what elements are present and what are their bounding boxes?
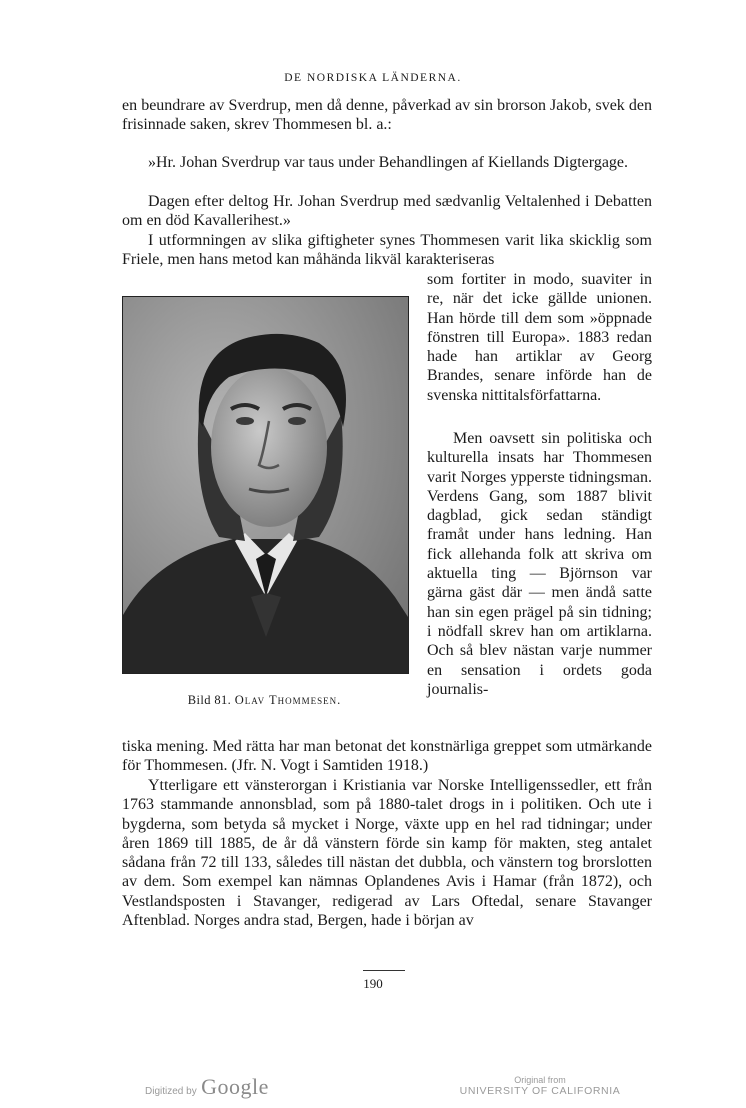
paragraph-4: I utformningen av slika giftigheter synes Thommesen varit lika skicklig som Friele, men hans metod kan måhända likväl karakteriseras [122,232,652,269]
portrait-illustration [123,297,408,673]
paragraph-5: Men oavsett sin politiska och kulturella insats har Thommesen varit Norges ypperste tidningsman. Verdens Gang, som 1887 blivit dagblad, gick sedan ständigt framåt under hans ledning. Han fick allehanda folk att skriva om aktuella ting — Björnson var gärna gäst där — men ändå satte han sin egen prägel på sin tidning; i nödfall skrev han om artiklarna. Och så blev nästan varje nummer en sensation i ordets goda journalis- [427,430,652,698]
original-from-watermark [440,1075,640,1097]
google-logo: Google [201,1074,269,1099]
paragraph-2: »Hr. Johan Sverdrup var taus under Behandlingen af Kiellands Digtergage. [148,154,629,171]
page-number-rule [363,970,405,971]
portrait-photo [122,296,409,674]
paragraph-6: Ytterligare ett vänsterorgan i Kristiania var Norske Intelligenssedler, ett från 1763 stammande annonsblad, som på 1880-talet drogs in i politiken. Och ute i bygderna, som betyda så mycket i Norge, växte upp en hel rad tidningar; under åren 1869 till 1885, de år då vänstern förde sin kamp för makten, steg antalet sådana från 72 till 133, således till nästan det dubbla, och vänstern tog brorslotten av dem. Som exempel kan nämnas Oplandenes Avis i Hamar (från 1872), och Vestlandsposten i Stavanger, redigerad av Lars Oftedal, senare Stavanger Aftenblad. Norges andra stad, Bergen, hade i början av [122,777,652,930]
paragraph-4-continued: som fortiter in modo, suaviter in re, när det icke gällde unionen. Han hörde till dem som »öppnade fönstren till Europa». 1883 redan hade han artiklar av Georg Brandes, senare införde han de svenska nittitalsförfattarna. [427,271,652,404]
digitized-label: Digitized by [145,1086,197,1097]
paragraph-3: Dagen efter deltog Hr. Johan Sverdrup med sædvanlig Veltalenhed i Debatten om en död Kavallerihest.» [122,193,652,230]
page-number: 190 [363,976,383,991]
caption-label: Bild 81. [187,693,232,707]
caption-name: Olav Thommesen. [234,693,342,707]
original-from-label: Original from [514,1075,566,1085]
digitized-by-watermark [145,1074,269,1100]
paragraph-5-continued: tiska mening. Med rätta har man betonat det konstnärliga greppet som utmärkande för Thommesen. (Jfr. N. Vogt i Samtiden 1918.) [122,738,652,775]
figure-caption [122,693,407,708]
running-header: DE NORDISKA LÄNDERNA. [284,72,462,84]
institution-label: UNIVERSITY OF CALIFORNIA [459,1085,621,1097]
paragraph-1: en beundrare av Sverdrup, men då denne, påverkad av sin brorson Jakob, svek den frisinnade saken, skrev Thommesen bl. a.: [122,97,652,134]
